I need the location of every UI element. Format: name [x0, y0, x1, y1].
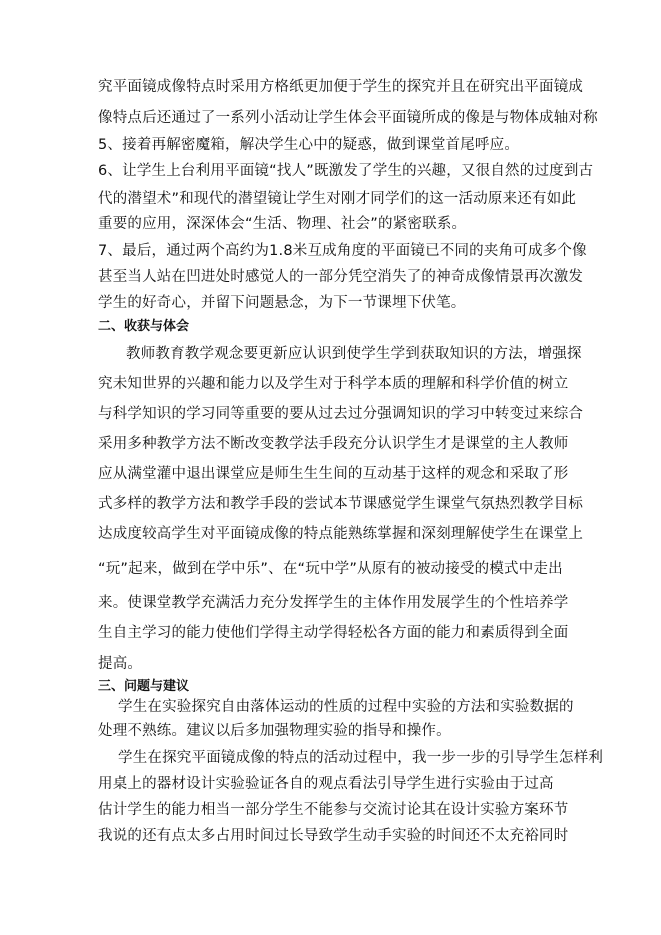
text-line: 甚至当人站在凹进处时感觉人的一部分凭空消失了的神奇成像情景再次激发 — [98, 269, 584, 285]
text-line: 究平面镜成像特点时采用方格纸更加便于学生的探究并且在研究出平面镜成 — [98, 79, 584, 95]
text-line: 估计学生的能力相当一部分学生不能参与交流讨论其在设计实验方案环节 — [98, 802, 569, 818]
text-line: 像特点后还通过了一系列小活动让学生体会平面镜所成的像是与物体成轴对称 — [98, 110, 598, 126]
text-line: 达成度较高学生对平面镜成像的特点能熟练掌握和深刻理解使学生在课堂上 — [98, 526, 584, 542]
text-line: 采用多种教学方法不断改变教学法手段充分认识学生才是课堂的主人教师 — [98, 436, 569, 452]
section-heading-gains: 二、收获与体会 — [98, 319, 190, 334]
text-line: 7、最后，通过两个高约为1.8米互成角度的平面镜已不同的夹角可成多个像 — [98, 243, 587, 259]
text-line: 重要的应用，深深体会“生活、物理、社会”的紧密联系。 — [98, 216, 467, 232]
text-line: 生自主学习的能力使他们学得主动学得轻松各方面的能力和素质得到全面 — [98, 625, 569, 641]
text-line: 代的潜望术”和现代的潜望镜让学生对刚才同学们的这一活动原来还有如此 — [98, 191, 577, 207]
text-line: 用桌上的器材设计实验验证各自的观点看法引导学生进行实验由于过高 — [98, 776, 554, 792]
text-line: 学生在探究平面镜成像的特点的活动过程中，我一步一步的引导学生怎样利 — [118, 750, 604, 766]
text-line: 我说的还有点太多占用时间过长导致学生动手实验的时间还不太充裕同时 — [98, 828, 569, 844]
text-line: 学生在实验探究自由落体运动的性质的过程中实验的方法和实验数据的 — [118, 699, 574, 715]
text-line: 处理不熟练。建议以后多加强物理实验的指导和操作。 — [98, 723, 451, 739]
text-line: 学生的好奇心，并留下问题悬念，为下一节课埋下伏笔。 — [98, 295, 466, 311]
text-line: 5、接着再解密魔箱，解决学生心中的疑惑，做到课堂首尾呼应。 — [98, 137, 520, 153]
text-line: 教师教育教学观念要更新应认识到使学生学到获取知识的方法，增强探 — [126, 346, 582, 362]
section-heading-issues: 三、问题与建议 — [98, 679, 190, 694]
text-line: 与科学知识的学习同等重要的要从过去过分强调知识的学习中转变过来综合 — [98, 406, 584, 422]
text-line: “玩”起来，做到在学中乐”、在“玩中学”从原有的被动接受的模式中走出 — [98, 561, 563, 577]
text-line: 应从满堂灌中退出课堂应是师生生生间的互动基于这样的观念和采取了形 — [98, 466, 569, 482]
text-line: 6、让学生上台利用平面镜“找人”既激发了学生的兴趣，又很自然的过度到古 — [98, 163, 594, 179]
text-line: 究未知世界的兴趣和能力以及学生对于科学本质的理解和科学价值的树立 — [98, 376, 569, 392]
text-line: 来。使课堂教学充满活力充分发挥学生的主体作用发展学生的个性培养学 — [98, 595, 569, 611]
text-line: 式多样的教学方法和教学手段的尝试本节课感觉学生课堂气氛热烈教学目标 — [98, 496, 584, 512]
text-line: 提高。 — [98, 656, 143, 672]
